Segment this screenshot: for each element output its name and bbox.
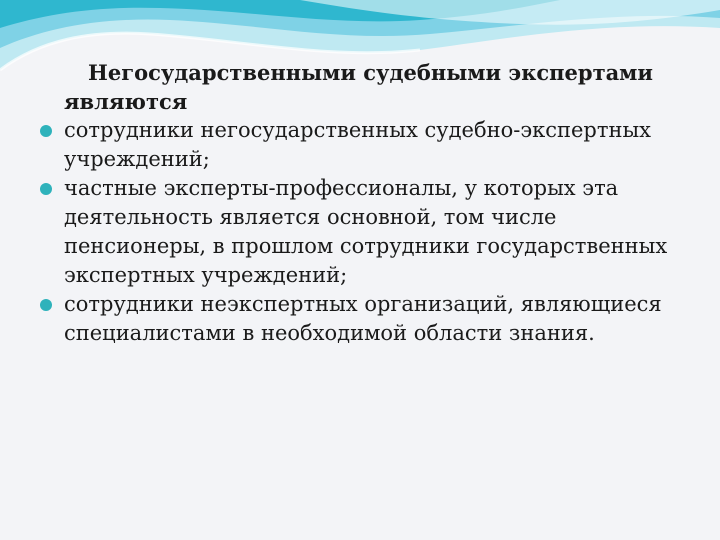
bullet-list <box>40 116 690 348</box>
bullet-item <box>40 174 690 290</box>
circle-bullet-icon <box>40 125 52 137</box>
slide-heading-text: Негосударственными судебными экспертами являются <box>64 60 654 114</box>
bullet-item <box>40 290 690 348</box>
slide-heading <box>40 58 690 116</box>
bullet-text: частные эксперты-профессионалы, у которых эта деятельность является основной, том числе пенсионеры, в прошлом сотрудники государственных экспертных учреждений; <box>64 176 668 287</box>
circle-bullet-icon <box>40 299 52 311</box>
slide-content <box>40 58 690 348</box>
bullet-text: сотрудники негосударственных судебно-экспертных учреждений; <box>64 118 652 171</box>
bullet-item <box>40 116 690 174</box>
bullet-text: сотрудники неэкспертных организаций, являющиеся специалистами в необходимой области знания. <box>64 292 662 345</box>
circle-bullet-icon <box>40 183 52 195</box>
